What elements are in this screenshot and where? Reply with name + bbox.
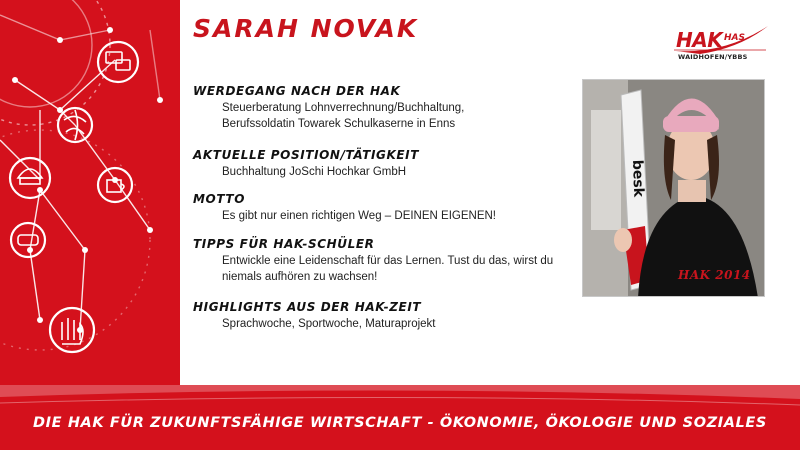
section-line: Steuerberatung Lohnverrechnung/Buchhaltung, (222, 102, 465, 114)
coffee-cup-icon (98, 168, 132, 202)
banner-slogan: DIE HAK FÜR ZUKUNFTSFÄHIGE WIRTSCHAFT - ÖKONOMIE, ÖKOLOGIE UND SOZIALES (33, 415, 767, 431)
section-body (222, 164, 573, 180)
section-line: Es gibt nur einen richtigen Weg – DEINEN EIGENEN! (222, 210, 496, 222)
section-line: Buchhaltung JoSchi Hochkar GmbH (222, 166, 407, 178)
section-line: Sprachwoche, Sportwoche, Maturaprojekt (222, 318, 436, 330)
section-line: Entwickle eine Leidenschaft für das Lernen. Tust du das, wirst du (222, 255, 554, 267)
section-title: WERDEGANG NACH DER HAK (193, 84, 401, 98)
section-body (222, 100, 573, 132)
bottom-banner (0, 385, 800, 450)
network-icons-graphic (0, 0, 180, 385)
section-line: Berufssoldatin Towarek Schulkaserne in Enns (222, 118, 456, 130)
section-line: niemals aufhören zu wachsen! (222, 271, 378, 283)
section-body (222, 316, 573, 332)
section-title: HIGHLIGHTS AUS DER HAK-ZEIT (193, 300, 422, 314)
section-career-path (193, 84, 573, 132)
photo-caption: HAK 2014 (678, 268, 751, 282)
svg-text:besk: besk (629, 159, 647, 198)
portrait-photo (582, 79, 765, 297)
logo-sub-text: HAS (724, 33, 745, 43)
logo-location-text: WAIDHOFEN/YBBS (678, 53, 748, 61)
hand-icon (50, 308, 94, 352)
section-title: MOTTO (193, 192, 245, 206)
portrait-illustration (583, 80, 765, 297)
section-body (222, 208, 573, 224)
section-highlights (193, 300, 573, 332)
section-title: TIPPS FÜR HAK-SCHÜLER (193, 237, 375, 251)
section-title: AKTUELLE POSITION/TÄTIGKEIT (193, 148, 420, 162)
section-tips (193, 237, 573, 285)
section-body (222, 253, 573, 285)
chat-icon (98, 42, 138, 82)
person-name: SARAH NOVAK (193, 14, 419, 43)
school-logo (670, 24, 770, 68)
decorative-side-panel (0, 0, 180, 385)
logo-main-text: HAK (676, 28, 723, 52)
section-motto (193, 192, 573, 224)
section-current-position (193, 148, 573, 180)
